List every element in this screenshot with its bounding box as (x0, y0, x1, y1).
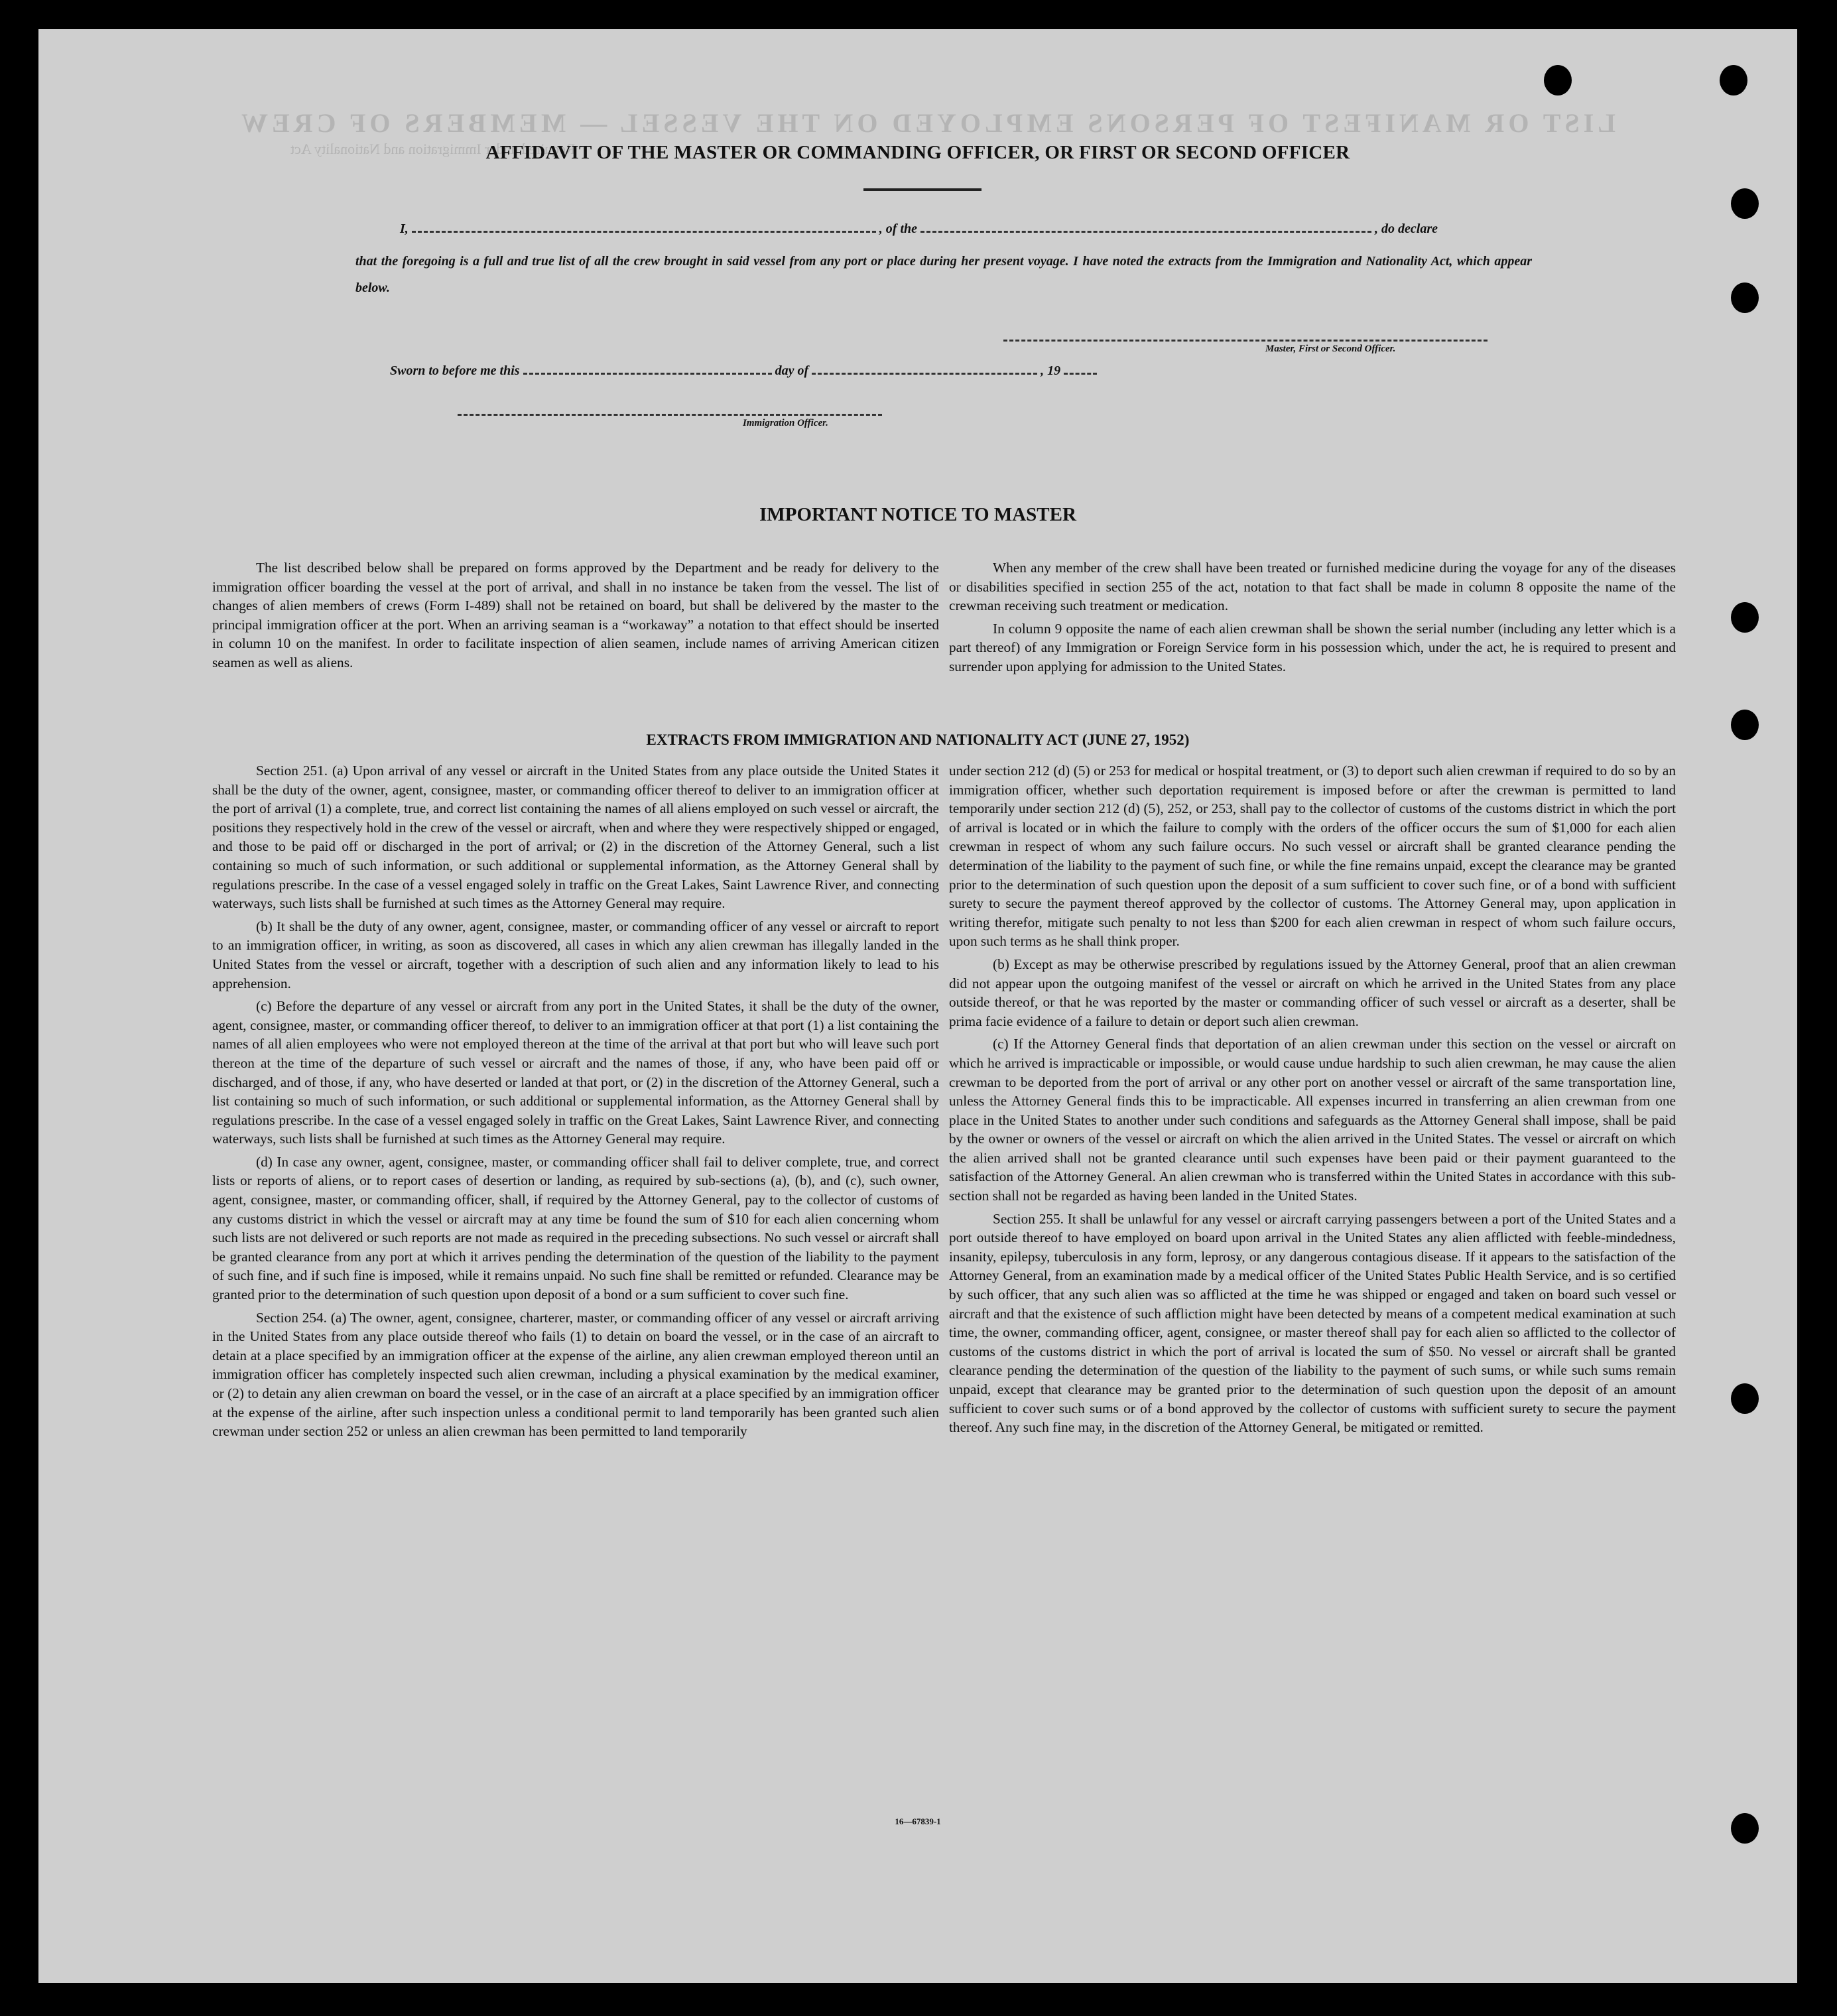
extracts-title: EXTRACTS FROM IMMIGRATION AND NATIONALITY ACT (JUNE 27, 1952) (646, 731, 1190, 748)
title-rule (863, 188, 982, 191)
act-section-paragraph: Section 254. (a) The owner, agent, consignee, charterer, master, or commanding officer of any vessel or aircraft arriving in the United States from any place outside thereof who fails (1) to detain on board the vessel, or in the case of an aircraft to detain at a place specified by an immigration officer at the expense of the airline, any alien crewman employed thereon until an immigration officer has completely inspected such alien crewman, including a physical examination by the medical examiner, or (2) to detain any alien crewman on board the vessel, or in the case of an aircraft at a place specified by an immigration officer at the expense of the airline, after such inspection unless a conditional permit to land temporarily has been granted such alien crewman under section 252 or unless an alien crewman has been permitted to land temporarily (212, 1309, 939, 1440)
sworn-day-blank[interactable] (523, 363, 772, 375)
master-signature-line[interactable] (1003, 340, 1488, 342)
year-label: , 19 (1041, 363, 1061, 378)
vessel-blank[interactable] (920, 221, 1371, 233)
name-blank[interactable] (412, 221, 876, 233)
show-through-header: LIST OR MANIFEST OF PERSONS EMPLOYED ON THE VESSEL — MEMBERS OF CREW (237, 108, 1615, 138)
master-signature-caption: Master, First or Second Officer. (1265, 344, 1396, 354)
sworn-year-blank[interactable] (1064, 363, 1097, 375)
affidavit-title: AFFIDAVIT OF THE MASTER OR COMMANDING OFFICER, OR FIRST OR SECOND OFFICER (485, 142, 1350, 163)
act-section-paragraph: under section 212 (d) (5) or 253 for medical or hospital treatment, or (3) to deport such alien crewman if required to do so by an immigration officer, whether such deportation requirement is imposed before or after the crewman is permitted to land temporarily under section 212 (d) (5), 252, or 253, shall pay to the collector of customs of the customs district in which the port of arrival is located or in which the failure to comply with the orders of the officer occurs the sum of $1,000 for each alien crewman in respect of whom any such failure occurs. No such vessel or aircraft shall be granted clearance pending the determination of the liability to the payment of such fine, or while the fine remains unpaid, except the clearance may be granted prior to the determination of such question upon the deposit of a sum sufficient to cover such fine, or of a bond with sufficient surety to secure the payment thereof approved by the collector of customs. The Attorney General may, upon application in writing therefor, mitigate such penalty to not less than $200 for each alien crewman in respect of whom such failure occurs, upon such terms as he shall think proper. (949, 763, 1676, 950)
notice-paragraph: When any member of the crew shall have been treated or furnished medicine during the voyage for any of the diseases or disabilities specified in section 255 of the act, notation to that fact shall be made in column 8 opposite the name of the crewman receiving such treatment or medication. (949, 560, 1676, 614)
affidavit-declare-label: , do declare (1375, 221, 1438, 236)
officer-signature-caption: Immigration Officer. (743, 418, 828, 428)
sworn-label: Sworn to before me this (390, 363, 520, 378)
act-section-paragraph: Section 255. It shall be unlawful for any vessel or aircraft carrying passengers between a port of the United States and a port outside thereof to have employed on board upon arrival in the United States any alien afflicted with feeble-mindedness, insanity, epilepsy, tuberculosis in any form, leprosy, or any dangerous contagious disease. If it appears to the satisfaction of the Attorney General, from an examination made by a medical officer of the United States Public Health Service, and is so certified by such officer, that any such alien was so afflicted at the time he was shipped or engaged and taken on board such vessel or aircraft and that the existence of such affliction might have been detected by means of a competent medical examination at such time, the owner, commanding officer, agent, consignee, or master thereof shall pay for each alien so afflicted to the collector of customs of the customs district in which the port of arrival is located the sum of $50. No vessel or aircraft shall be granted clearance pending the determination of the question of the liability to the payment of such sums, or while such sums remain unpaid, except that clearance may be granted prior to the determination of such question upon the deposit of an amount sufficient to cover such sums or of a bond approved by the collector of customs with sufficient surety to secure the payment thereof. Any such fine may, in the discretion of the Attorney General, be mitigated or remitted. (949, 1210, 1676, 1436)
extracts-right-column (949, 761, 1676, 1441)
act-section-paragraph: (b) Except as may be otherwise prescribed by regulations issued by the Attorney General, proof that an alien crewman did not appear upon the outgoing manifest of the vessel or aircraft on which he arrived in the United States from any place outside thereof, or that he was reported by the master or commanding officer of such vessel or aircraft as a deserter, shall be prima facie evidence of a failure to detain or deport such alien crewman. (949, 956, 1676, 1029)
sworn-month-blank[interactable] (812, 363, 1037, 375)
officer-signature-line[interactable] (458, 414, 882, 416)
binder-hole (1720, 65, 1747, 95)
notice-paragraph: In column 9 opposite the name of each alien crewman shall be shown the serial number (including any letter which is a part thereof) of any Immigration or Foreign Service form in his possession which, under the act, he is required to present and surrender upon applying for admission to the United States. (949, 620, 1676, 674)
binder-hole (1731, 188, 1759, 219)
day-of-label: day of (775, 363, 809, 378)
sworn-line (390, 363, 1097, 379)
act-section-paragraph: (c) Before the departure of any vessel or aircraft from any port in the United States, it shall be the duty of the owner, agent, consignee, master, or commanding officer thereof, to deliver to an immigration officer at that port (1) a list containing the names of all alien employees who were not employed thereon at the time of the arrival at that port but who will leave such port thereon at the time of the departure of such vessel or aircraft and the names of those, if any, who have been paid off or discharged, and of those, if any, who have deserted or landed at that port, or (2) in the discretion of the Attorney General, such a list containing so much of such information, or such additional or supplemental information, as the Attorney General shall by regulations prescribe. In the case of a vessel engaged solely in traffic on the Great Lakes, Saint Lawrence River, and connecting waterways, such lists shall be furnished at such times as the Attorney General may require. (212, 998, 939, 1147)
affidavit-body: that the foregoing is a full and true list of all the crew brought in said vessel from any port or place during her present voyage. I have noted the extracts from the Immigration and Nationality Act, which appear below. (355, 254, 1532, 295)
act-section-paragraph: (c) If the Attorney General finds that deportation of an alien crewman under this section on the vessel or aircraft on which he arrived is impracticable or impossible, or would cause undue hardship to such alien crewman, he may cause the alien crewman to be deported from the port of arrival or any other port on another vessel or aircraft of the same transportation line, unless the Attorney General finds this to be impracticable. All expenses incurred in transferring an alien crewman from one place in the United States to another under such conditions and safeguards as the Attorney General shall impose, shall be paid by the owner or owners of the vessel or aircraft on which the alien arrived in the United States. The vessel or aircraft on which the alien arrived shall not be granted clearance until such expenses have been paid or their payment guaranteed to the satisfaction of the Attorney General. An alien crewman who is transferred within the United States in accordance with this sub-section shall not be regarded as having been landed in the United States. (949, 1036, 1676, 1204)
show-through-subheader: Required under Immigration and Nationality Act (290, 141, 576, 157)
affidavit-of-the-label: , of the (879, 221, 918, 236)
binder-hole (1731, 283, 1759, 313)
binder-hole (1731, 1383, 1759, 1414)
notice-title: IMPORTANT NOTICE TO MASTER (759, 504, 1076, 525)
affidavit-declaration-line (400, 221, 1527, 237)
binder-hole (1544, 65, 1572, 95)
act-section-paragraph: (b) It shall be the duty of any owner, agent, consignee, master, or commanding officer of any vessel or aircraft to report to an immigration officer, in writing, as soon as discovered, all cases in which any alien crewman has illegally landed in the United States from the vessel or aircraft, together with a description of such alien and any information likely to lead to his apprehension. (212, 918, 939, 991)
extracts-left-column (212, 761, 939, 1445)
binder-hole (1731, 602, 1759, 633)
form-number: 16—67839-1 (895, 1816, 941, 1826)
notice-left-column (212, 558, 939, 676)
affidavit-i-label: I, (400, 221, 409, 236)
act-section-paragraph: Section 251. (a) Upon arrival of any vessel or aircraft in the United States from any place outside the United States it shall be the duty of the owner, agent, consignee, master, or commanding officer thereof to deliver to an immigration officer at the port of arrival (1) a complete, true, and correct list containing the names of all aliens employed on such vessel or aircraft, the positions they respectively hold in the crew of the vessel or aircraft, when and where they were respectively shipped or engaged, and those to be paid off or discharged in the port of arrival; or (2) in the discretion of the Attorney General, such a list containing so much of such information, or such additional or supplemental information, as the Attorney General shall by regulations prescribe. In the case of a vessel engaged solely in traffic on the Great Lakes, Saint Lawrence River, and connecting waterways, such lists shall be furnished at such times as the Attorney General may require. (212, 763, 939, 912)
act-section-paragraph: (d) In case any owner, agent, consignee, master, or commanding officer shall fail to deliver complete, true, and correct lists or reports of aliens, or to report cases of desertion or landing, as required by sub-sections (a), (b), and (c), such owner, agent, consignee, master, or commanding officer, shall, if required by the Attorney General, pay to the collector of customs of any customs district in which the vessel or aircraft may at any time be found the sum of $10 for each alien concerning whom such lists are not delivered or such reports are not made as required in the preceding subsections. No such vessel or aircraft shall be granted clearance from any port at which it arrives pending the determination of the question of the liability to the payment of such fine, and if such fine is imposed, while it remains unpaid. No such fine shall be remitted or refunded. Clearance may be granted prior to the determination of such question upon deposit of a bond or a sum sufficient to cover such fine. (212, 1153, 939, 1303)
document-page (38, 29, 1797, 1983)
notice-right-column (949, 558, 1676, 680)
notice-paragraph: The list described below shall be prepared on forms approved by the Department and be ready for delivery to the immigration officer boarding the vessel at the port of arrival, and shall in no instance be taken from the vessel. The list of changes of alien members of crews (Form I-489) shall not be retained on board, but shall be delivered by the master to the principal immigration officer at the port. When an arriving seaman is a “workaway” a notation to that effect should be inserted in column 10 on the manifest. In order to facilitate inspection of alien seamen, include names of arriving American citizen seamen as well as aliens. (212, 560, 939, 670)
